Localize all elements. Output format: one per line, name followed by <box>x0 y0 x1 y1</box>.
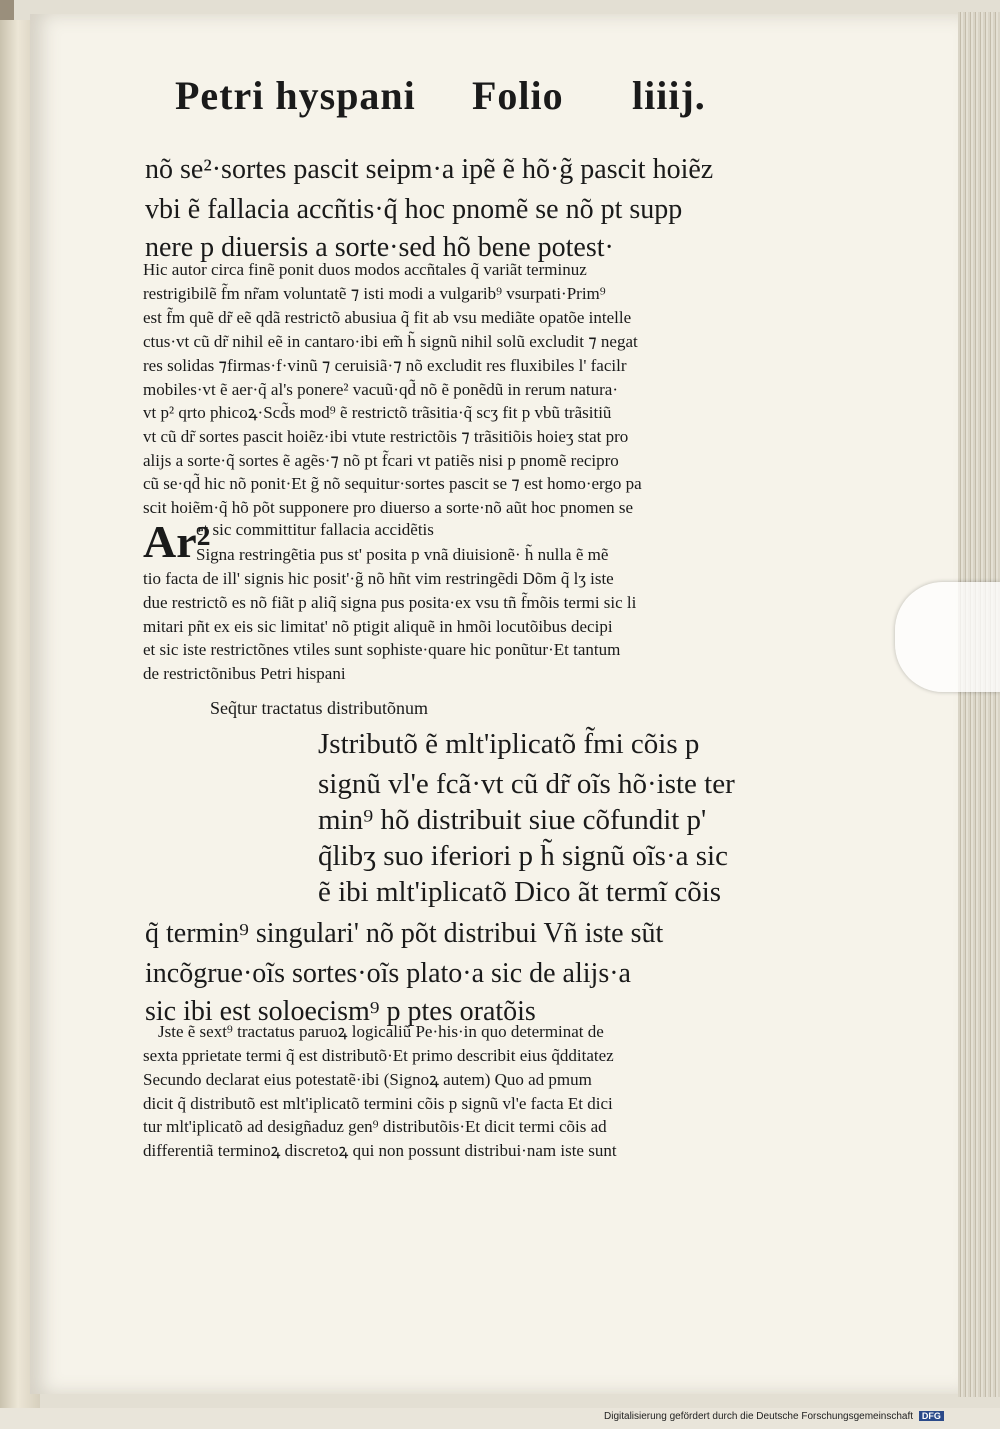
commentary-line: Signa restringẽtia pus st' posita p vnã diuisionẽ· h̃ nulla ẽ mẽ <box>196 545 609 564</box>
commentary-line: restrigibilẽ f̃m nr̃am voluntatẽ ⁊ isti modi a vulgarib⁹ vsurpati·Prim⁹ <box>143 284 606 303</box>
commentary-line: cũ se·qd̃ hic nõ ponit·Et g̃ nõ sequitur·sortes pascit se ⁊ est homo·ergo pa <box>143 474 642 493</box>
commentary-line: Jste ẽ sext⁹ tractatus paruoꝝ logicaliũ Pe·his·in quo determinat de <box>158 1022 604 1041</box>
text-line: ẽ ibi mlt'iplicatõ Dico ãt termĩ cõis <box>318 876 722 908</box>
commentary-line: mitari pñt ex eis sic limitat' nõ ptigit aliquẽ in hmõi locutõibus decipi <box>143 617 613 636</box>
commentary-line: mobiles·vt ẽ aer·q̃ al's ponere² vacuũ·qd̃ nõ ẽ ponẽdũ in rerum natura· <box>143 380 619 399</box>
text-line: Jstributõ ẽ mlt'iplicatõ f̃mi cõis p <box>318 728 700 760</box>
commentary-line: ctus·vt cũ dr̃ nihil eẽ in cantaro·ibi em̃ h̃ signũ nihil solũ excludit ⁊ negat <box>143 332 638 351</box>
commentary-line: et sic committitur fallacia accidẽtis <box>196 520 434 539</box>
commentary-line: de restrictõnibus Petri hispani <box>143 664 346 683</box>
text-line: nõ se²·sortes pascit seipm·a ipẽ ẽ hõ·g̃ pascit hoiẽz <box>145 154 714 185</box>
commentary-line: Hic autor circa finẽ ponit duos modos accñtales q̃ variãt terminuz <box>143 260 587 279</box>
digitization-credit <box>604 1411 944 1422</box>
text-line: vbi ẽ fallacia accñtis·q̃ hoc pnomẽ se nõ pt supp <box>145 194 683 225</box>
commentary-line: scit hoiẽm·q̃ hõ põt supponere pro diuerso a sorte·nõ aũt hoc pnomen se <box>143 498 634 517</box>
commentary-line: sexta pprietate termi q̃ est distributõ·Et primo describit eius q̃dditatez <box>143 1046 614 1065</box>
commentary-line: vt cũ dr̃ sortes pascit hoiẽz·ibi vtute restrictõis ⁊ trãsitiõis hoieʒ stat pro <box>143 427 629 446</box>
commentary-line: differentiã terminoꝝ discretoꝝ qui non possunt distribui·nam iste sunt <box>143 1141 617 1160</box>
text-line: sic ibi est soloecism⁹ p ptes oratõis <box>145 996 536 1027</box>
text-line: signũ vl'e fcã·vt cũ dr̃ oĩs hõ·iste ter <box>318 768 735 800</box>
commentary-line: est f̃m quẽ dr̃ eẽ qdã restrictõ abusiua q̃ fit ab vsu mediãte opatõe intelle <box>143 308 632 327</box>
commentary-line: et sic iste restrictõnes vtiles sunt sophiste·quare hic ponũtur·Et tantum <box>143 640 621 659</box>
folio-number: liiij. <box>632 73 706 118</box>
text-line: min⁹ hõ distribuit siue cõfundit p' <box>318 804 707 836</box>
commentary-line: vt p² qrto phicoꝝ·Scd̃s mod⁹ ẽ restrictõ trãsitia·q̃ scʒ fit p vbũ trãsitiũ <box>143 403 612 422</box>
running-title: Petri hyspani <box>175 73 416 118</box>
commentary-line: Secundo declarat eius potestatẽ·ibi (Signoꝝ autem) Quo ad pmum <box>143 1070 592 1089</box>
commentary-line: tur mlt'iplicatõ ad desigñaduz gen⁹ distributõis·Et dicit termi cõis ad <box>143 1117 607 1136</box>
page-clip <box>895 582 1000 692</box>
text-line: incõgrue·oĩs sortes·oĩs plato·a sic de alijs·a <box>145 958 631 989</box>
page-stack-edge <box>958 12 1000 1397</box>
section-heading: Seq̃tur tractatus distributõnum <box>210 698 428 718</box>
dfg-logo: DFG <box>919 1411 944 1421</box>
text-line: nere p diuersis a sorte·sed hõ bene potest· <box>145 232 614 263</box>
commentary-line: alijs a sorte·q̃ sortes ẽ agẽs·⁊ nõ pt f̃cari vt patiẽs nisi p pnomẽ recipro <box>143 451 619 470</box>
folio-label: Folio <box>472 73 564 118</box>
section-initial: Ar² <box>143 516 211 567</box>
text-line: q̃ termin⁹ singulari' nõ põt distribui Vñ iste sũt <box>145 918 664 949</box>
commentary-line: res solidas ⁊firmas·f·vinũ ⁊ ceruisiã·⁊ nõ excludit res fluxibiles l' facilr <box>143 356 627 375</box>
commentary-line: tio facta de ill' signis hic posit'·g̃ nõ hñt vim restringẽdi Dõm q̃ lʒ iste <box>143 569 614 588</box>
text-line: q̃libʒ suo iferiori p h̃ signũ oĩs·a sic <box>318 840 728 872</box>
commentary-line: due restrictõ es nõ fiãt p aliq̃ signa pus posita·ex vsu tñ f̃mõis termi sic li <box>143 593 637 612</box>
commentary-line: dicit q̃ distributõ est mlt'iplicatõ termini cõis p signũ vl'e facta Et dici <box>143 1094 613 1113</box>
credit-text: Digitalisierung gefördert durch die Deutsche Forschungsgemeinschaft <box>604 1411 914 1422</box>
